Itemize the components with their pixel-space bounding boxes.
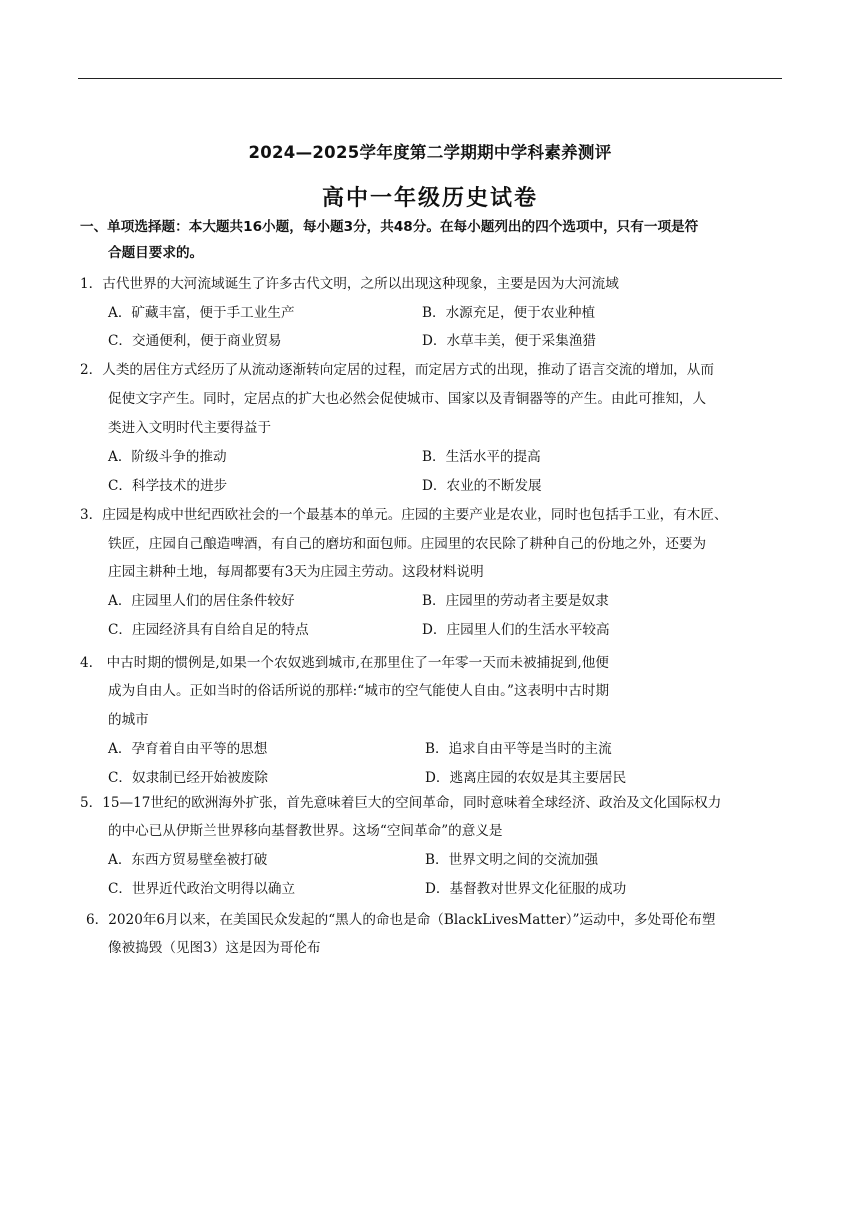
question-4-stem-line1: 4. 中古时期的惯例是,如果一个农奴逃到城市,在那里住了一年零一天而未被捕捉到,他便 [80, 655, 609, 671]
question-2-option-c: C．科学技术的进步 [108, 478, 228, 494]
question-3-stem-line1: 3．庄园是构成中世纪西欧社会的一个最基本的单元。庄园的主要产业是农业，同时也包括手工业，有木匠、 [80, 507, 728, 523]
question-2-stem-line1: 2．人类的居住方式经历了从流动逐渐转向定居的过程，而定居方式的出现，推动了语言交流的增加，从而 [80, 362, 714, 378]
top-rule [78, 78, 782, 79]
question-1-option-a: A．矿藏丰富，便于手工业生产 [108, 305, 295, 321]
question-5-option-d: D．基督教对世界文化征服的成功 [425, 881, 627, 897]
question-2-option-b: B．生活水平的提高 [422, 449, 541, 465]
question-5-stem-line1: 5．15—17世纪的欧洲海外扩张，首先意味着巨大的空间革命，同时意味着全球经济、政治及文化国际权力 [80, 795, 722, 811]
question-1-option-c: C．交通便利，便于商业贸易 [108, 333, 282, 349]
question-4-option-d: D．逃离庄园的农奴是其主要居民 [425, 770, 627, 786]
question-5-option-b: B．世界文明之间的交流加强 [425, 852, 599, 868]
question-5-option-a: A．东西方贸易壁垒被打破 [108, 852, 268, 868]
question-6-stem-line2: 像被捣毁（见图3）这是因为哥伦布 [108, 940, 321, 956]
question-2-stem-line2: 促使文字产生。同时，定居点的扩大也必然会促使城市、国家以及青铜器等的产生。由此可推知，人 [108, 391, 707, 407]
question-3-option-d: D．庄园里人们的生活水平较高 [422, 622, 610, 638]
question-4-option-c: C．奴隶制已经开始被废除 [108, 770, 268, 786]
question-4-option-b: B．追求自由平等是当时的主流 [425, 741, 612, 757]
question-1-option-b: B．水源充足，便于农业种植 [422, 305, 596, 321]
question-2-option-d: D．农业的不断发展 [422, 478, 542, 494]
section-heading-line1: 一、单项选择题：本大题共16小题，每小题3分，共48分。在每小题列出的四个选项中，只有一项是符 [80, 219, 699, 235]
question-4-stem-line2: 成为自由人。正如当时的俗话所说的那样:“城市的空气能使人自由。”这表明中古时期 [108, 683, 610, 699]
question-2-stem-line3: 类进入文明时代主要得益于 [108, 420, 272, 436]
question-2-option-a: A．阶级斗争的推动 [108, 449, 227, 465]
question-3-stem-line2: 铁匠，庄园自己酿造啤酒，有自己的磨坊和面包师。庄园里的农民除了耕种自己的份地之外，还要为 [108, 536, 707, 552]
question-3-option-a: A．庄园里人们的居住条件较好 [108, 593, 295, 609]
question-3-option-b: B．庄园里的劳动者主要是奴隶 [422, 593, 609, 609]
question-5-stem-line2: 的中心已从伊斯兰世界移向基督教世界。这场“空间革命”的意义是 [108, 823, 503, 839]
exam-title: 高中一年级历史试卷 [321, 186, 538, 211]
question-3-option-c: C．庄园经济具有自给自足的特点 [108, 622, 309, 638]
question-5-option-c: C．世界近代政治文明得以确立 [108, 881, 296, 897]
question-1-option-d: D．水草丰美，便于采集渔猎 [422, 333, 597, 349]
question-1-stem-line1: 1．古代世界的大河流域诞生了许多古代文明，之所以出现这种现象，主要是因为大河流域 [80, 276, 619, 292]
question-4-stem-line3: 的城市 [108, 712, 149, 728]
question-4-option-a: A．孕育着自由平等的思想 [108, 741, 268, 757]
question-6-stem-line1: 6．2020年6月以来，在美国民众发起的“黑人的命也是命（BlackLivesMatter）”运动中，多处哥伦布塑 [86, 912, 716, 928]
exam-subtitle: 2024—2025学年度第二学期期中学科素养测评 [248, 143, 612, 162]
section-heading-line2: 合题目要求的。 [108, 245, 204, 261]
question-3-stem-line3: 庄园主耕种土地，每周都要有3天为庄园主劳动。这段材料说明 [108, 564, 484, 580]
